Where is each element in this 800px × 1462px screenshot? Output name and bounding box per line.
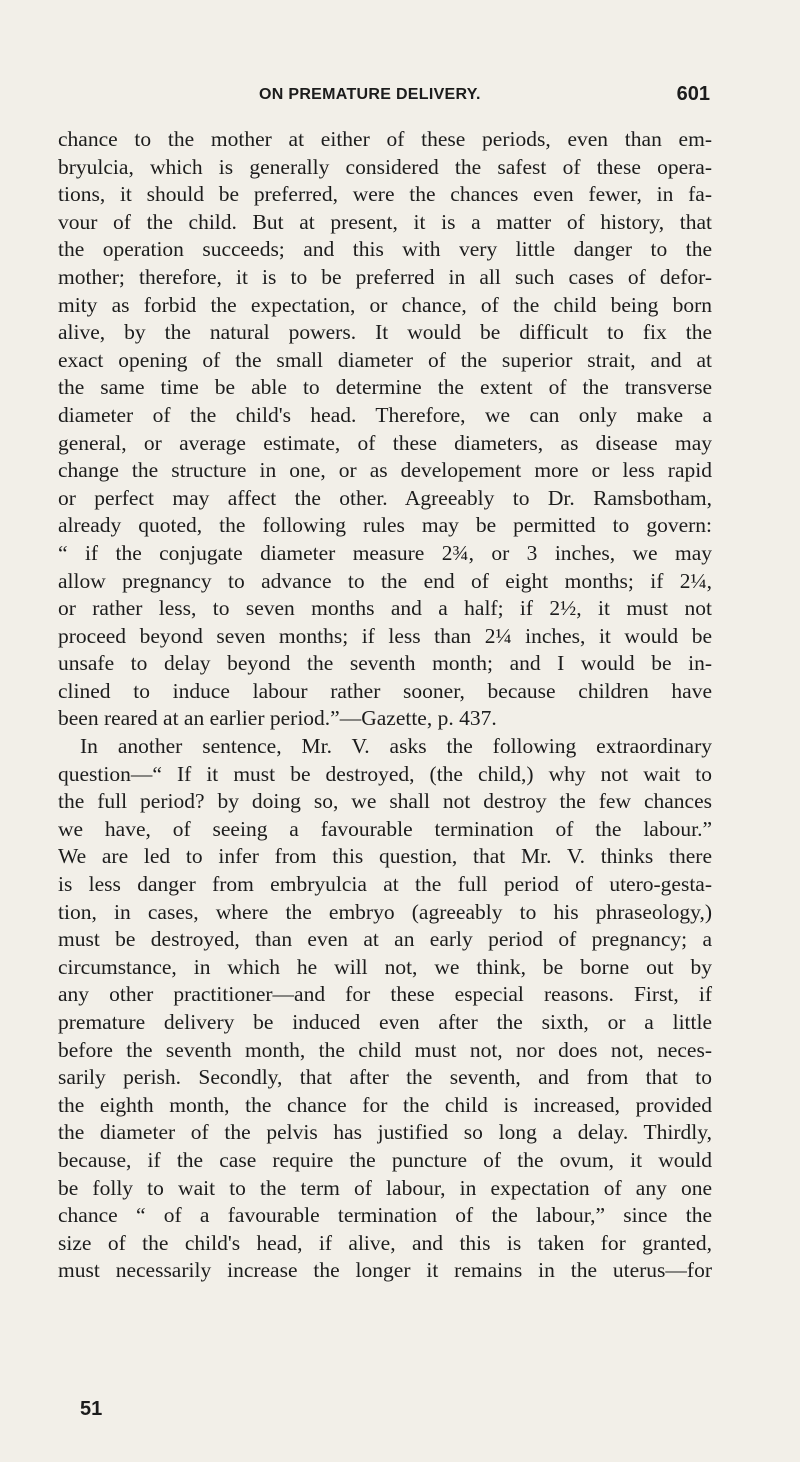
text-line: vour of the child. But at present, it is a matter of history, that [58, 209, 712, 234]
text-line: mity as forbid the expectation, or chance, of the child being born [58, 292, 712, 317]
text-line: because, if the case require the puncture of the ovum, it would [58, 1147, 712, 1172]
text-line: before the seventh month, the child must not, nor does not, neces- [58, 1037, 712, 1062]
text-line: tions, it should be preferred, were the chances even fewer, in fa- [58, 182, 712, 207]
text-line: allow pregnancy to advance to the end of eight months; if 2¼, [58, 568, 712, 593]
text-line: must necessarily increase the longer it remains in the uterus—for [58, 1258, 712, 1283]
text-line: be folly to wait to the term of labour, in expectation of any one [58, 1175, 712, 1200]
text-line: been reared at an earlier period.”—Gazette, p. 437. [58, 706, 497, 731]
text-line: bryulcia, which is generally considered the safest of these opera- [58, 154, 712, 179]
text-line: exact opening of the small diameter of the superior strait, and at [58, 347, 712, 372]
text-line: chance “ of a favourable termination of the labour,” since the [58, 1203, 712, 1228]
text-line: mother; therefore, it is to be preferred in all such cases of defor- [58, 264, 712, 289]
text-line: we have, of seeing a favourable termination of the labour.” [58, 816, 712, 841]
text-line: clined to induce labour rather sooner, because children have [58, 678, 712, 703]
text-line: the full period? by doing so, we shall not destroy the few chances [58, 789, 712, 814]
text-line: is less danger from embryulcia at the full period of utero-gesta- [58, 872, 712, 897]
text-line: proceed beyond seven months; if less than 2¼ inches, it would be [58, 623, 712, 648]
body-text [58, 126, 712, 1285]
text-line: the diameter of the pelvis has justified so long a delay. Thirdly, [58, 1120, 712, 1145]
text-line: change the structure in one, or as developement more or less rapid [58, 458, 712, 483]
text-line: the operation succeeds; and this with very little danger to the [58, 237, 712, 262]
text-line: must be destroyed, than even at an early period of pregnancy; a [58, 927, 712, 952]
page-header [60, 83, 710, 110]
page-number: 601 [676, 83, 710, 105]
text-line: unsafe to delay beyond the seventh month; and I would be in- [58, 651, 712, 676]
text-line: the eighth month, the chance for the child is increased, provided [58, 1092, 712, 1117]
text-line: premature delivery be induced even after the sixth, or a little [58, 1010, 712, 1034]
text-line: circumstance, in which he will not, we think, be borne out by [58, 954, 712, 979]
text-line: or perfect may affect the other. Agreeably to Dr. Ramsbotham, [58, 485, 712, 510]
text-line: sarily perish. Secondly, that after the seventh, and from that to [58, 1065, 712, 1090]
text-line: diameter of the child's head. Therefore, we can only make a [58, 402, 712, 427]
text-line: In another sentence, Mr. V. asks the following extraordinary [80, 734, 712, 759]
text-line: tion, in cases, where the embryo (agreeably to his phraseology,) [58, 899, 712, 924]
text-line: general, or average estimate, of these diameters, as disease may [58, 430, 712, 455]
text-line: or rather less, to seven months and a half; if 2½, it must not [58, 596, 712, 621]
text-line: size of the child's head, if alive, and this is taken for granted, [58, 1230, 712, 1255]
text-line: “ if the conjugate diameter measure 2¾, or 3 inches, we may [58, 540, 712, 565]
text-line: already quoted, the following rules may be permitted to govern: [58, 513, 712, 538]
text-line: the same time be able to determine the extent of the transverse [58, 375, 712, 400]
text-line: We are led to infer from this question, that Mr. V. thinks there [58, 844, 712, 869]
running-head-title: ON PREMATURE DELIVERY. [259, 86, 481, 103]
text-line: alive, by the natural powers. It would be difficult to fix the [58, 320, 712, 345]
signature-mark: 51 [80, 1398, 103, 1420]
text-line: any other practitioner—and for these especial reasons. First, if [58, 982, 712, 1007]
text-line: question—“ If it must be destroyed, (the child,) why not wait to [58, 761, 712, 786]
text-line: chance to the mother at either of these periods, even than em- [58, 127, 712, 151]
